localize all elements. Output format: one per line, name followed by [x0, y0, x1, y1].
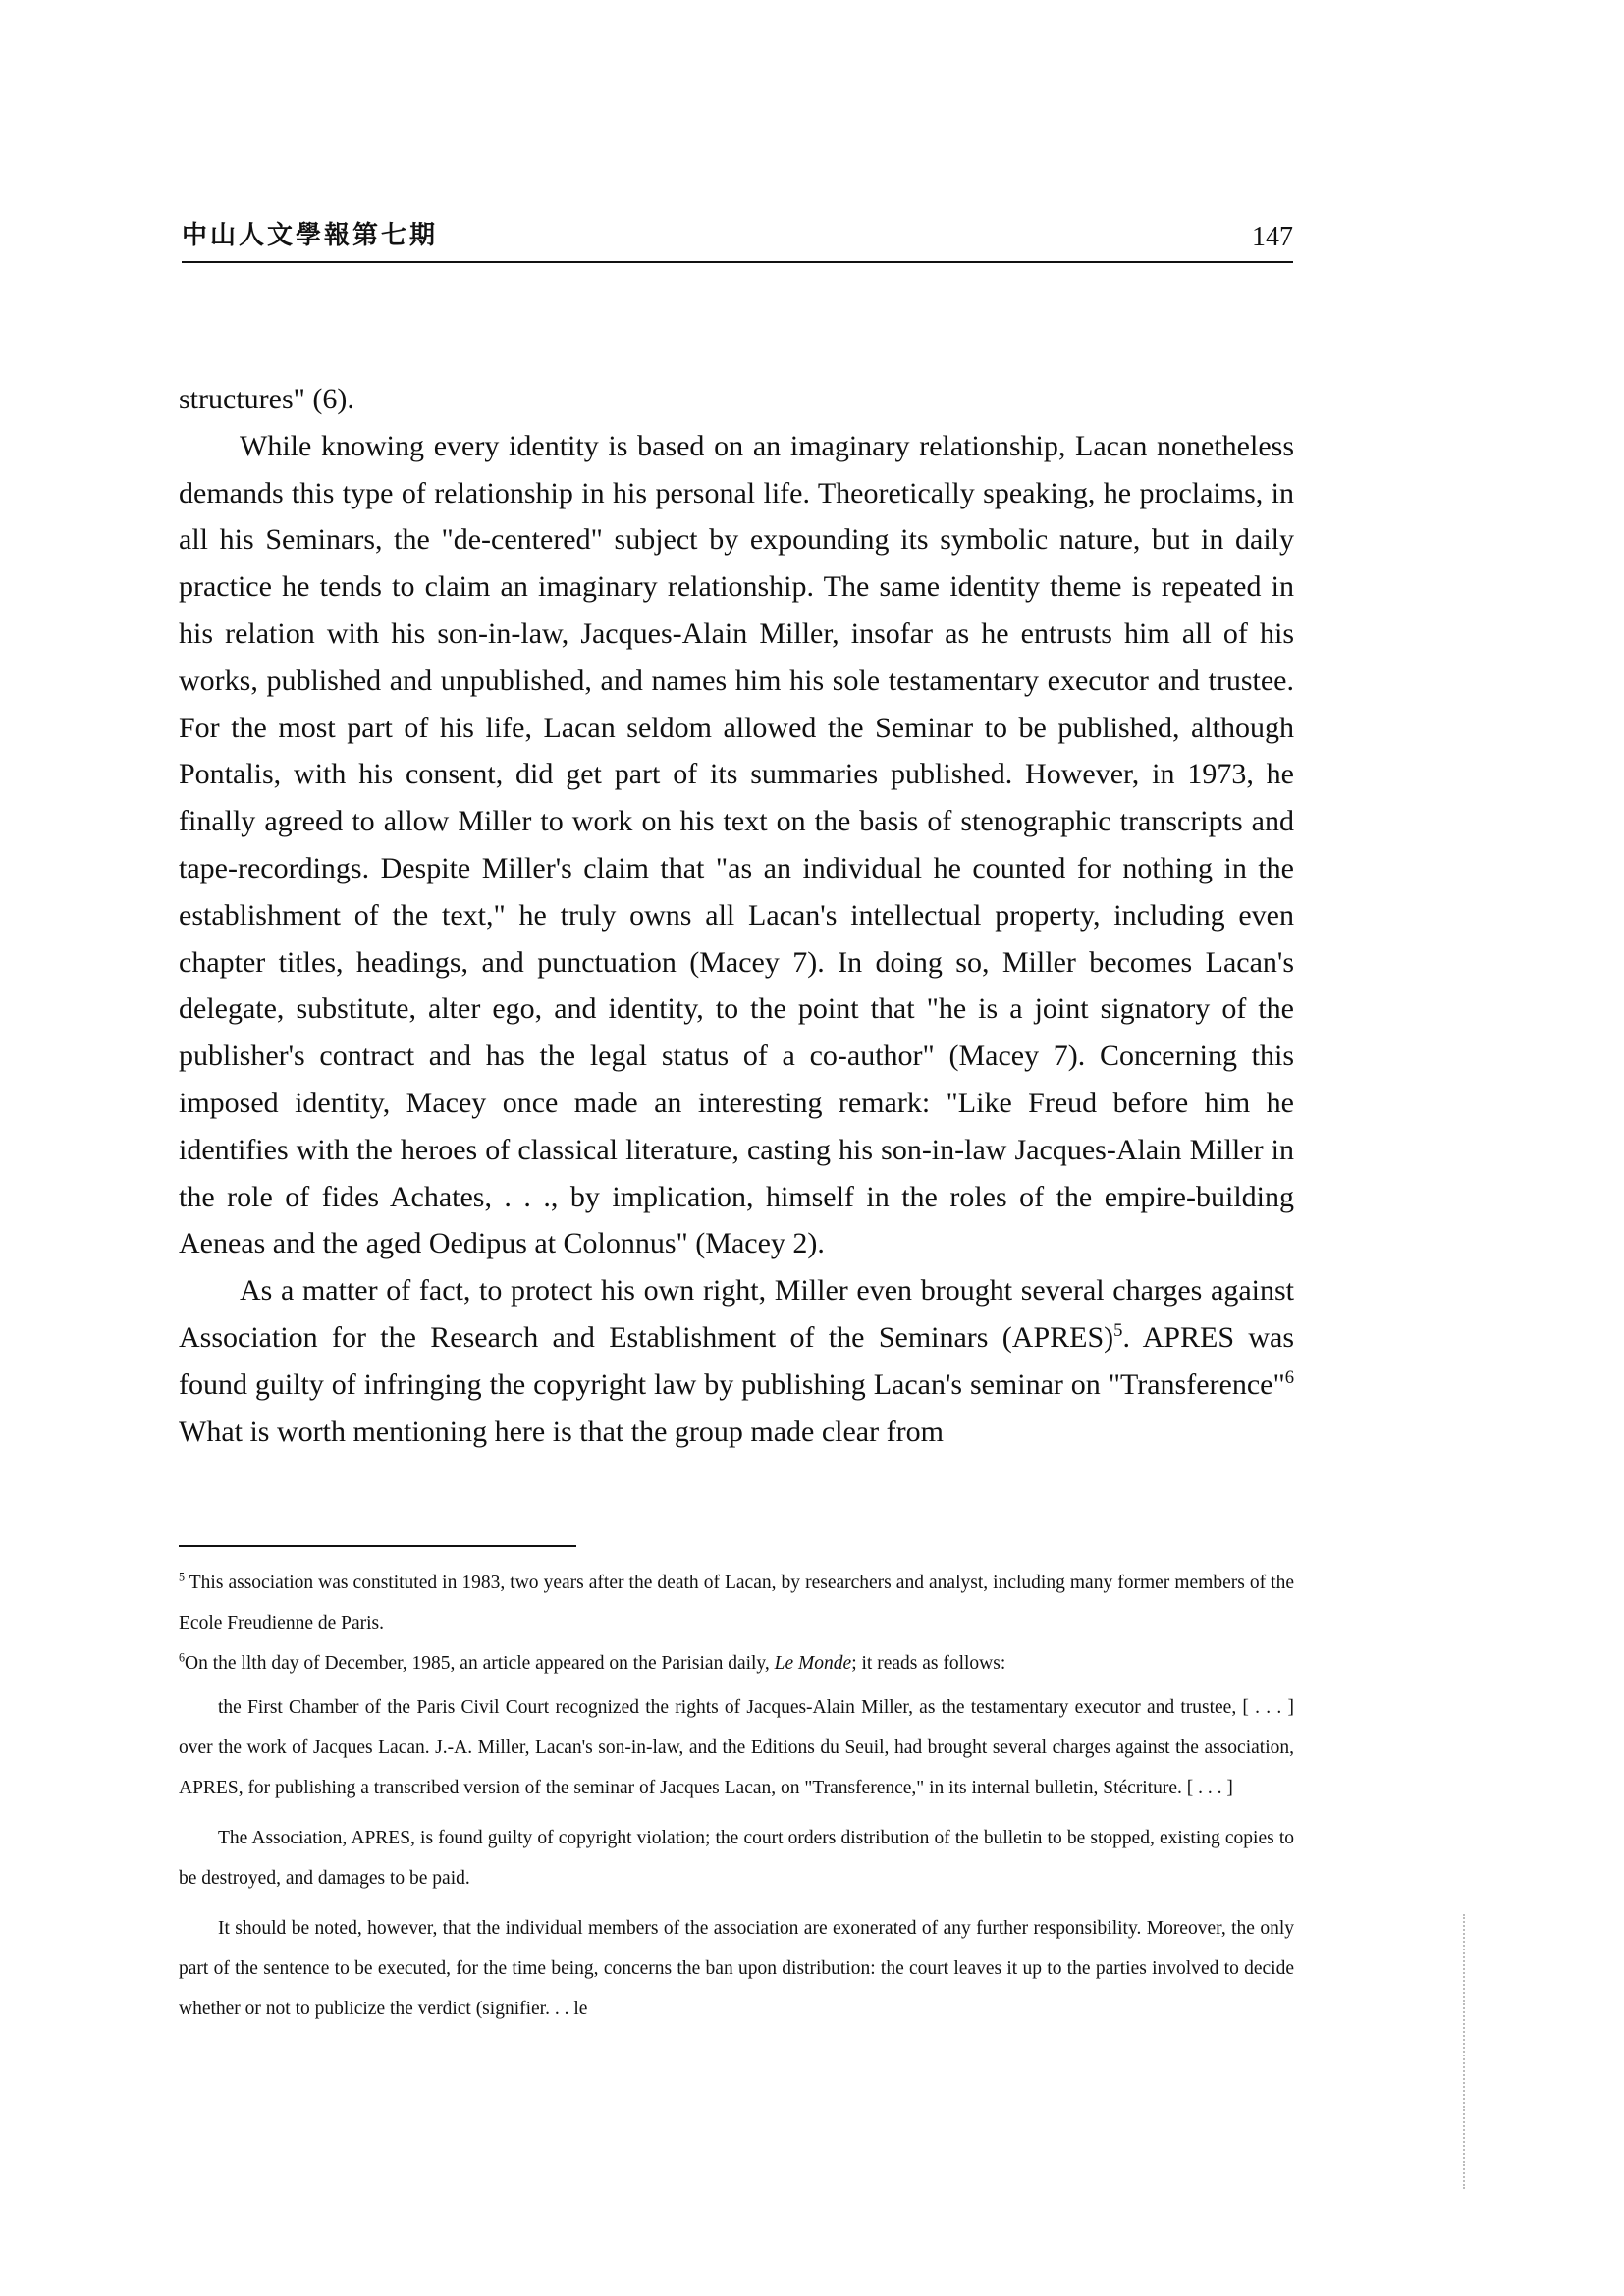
footnote-text: On the llth day of December, 1985, an article appeared on the Parisian daily, — [185, 1653, 775, 1674]
footnote-ref-6[interactable]: 6 — [1284, 1366, 1294, 1388]
newspaper-title: Le Monde — [774, 1653, 852, 1674]
footnote-quote: The Association, APRES, is found guilty of copyright violation; the court orders distribution of the bulletin to be stopped, existing copies to be destroyed, and damages to be paid. — [179, 1828, 1294, 1889]
footnote-ref-5[interactable]: 5 — [1113, 1319, 1123, 1341]
running-header — [182, 214, 1293, 263]
paragraph-lacan-identity: While knowing every identity is based on an imaginary relationship, Lacan nonetheless demands this type of relationship in his personal life. Theoretically speaking, he proclaims, in all his Seminars, the "de-centered" subject by expounding its symbolic nature, but in daily practice he tends to claim an imaginary relationship. The same identity theme is repeated in his relation with his son-in-law, Jacques-Alain Miller, insofar as he entrusts him all of his works, published and unpublished, and names him his sole testamentary executor and trustee. For the most part of his life, Lacan seldom allowed the Seminar to be published, although Pontalis, with his consent, did get part of its summaries published. However, in 1973, he finally agreed to allow Miller to work on his text on the basis of stenographic transcripts and tape-recordings. Despite Miller's claim that "as an individual he counted for nothing in the establishment of the text," he truly owns all Lacan's intellectual property, including even chapter titles, headings, and punctuation (Macey 7). In doing so, Miller becomes Lacan's delegate, substitute, alter ego, and identity, to the point that "he is a joint signatory of the publisher's contract and has the legal status of a co-author" (Macey 7). Concerning this imposed identity, Macey once made an interesting remark: "Like Freud before him he identifies with the heroes of classical literature, casting his son-in-law Jacques-Alain Miller in the role of fides Achates, . . ., by implication, himself in the roles of the empire-building Aeneas and the aged Oedipus at Colonnus" (Macey 2). — [179, 429, 1294, 1260]
footnote-quote: the First Chamber of the Paris Civil Court recognized the rights of Jacques-Alain Miller, as the testamentary executor and trustee, [ . . . ] over the work of Jacques Lacan. J.-A. Miller, Lacan's son-in-law, and the Editions du Seuil, had brought several charges against the association, APRES, for publishing a transcribed version of the seminar of Jacques Lacan, on "Transference," in its internal bulletin, Stécriture. [ . . . ] — [179, 1697, 1294, 1798]
paragraph-continuation: structures" (6). — [179, 383, 354, 415]
paragraph-apres-charges — [179, 1267, 1294, 1455]
footnotes — [179, 1563, 1294, 2029]
page-number: 147 — [1252, 222, 1293, 252]
footnote-5 — [179, 1563, 1294, 1643]
footnote-marker: 5 — [179, 1570, 186, 1584]
footnote-separator — [179, 1545, 576, 1547]
paragraph-text: As a matter of fact, to protect his own right, Miller even brought several charges against Association for the Research and Establishment of the Seminars (APRES) — [179, 1274, 1294, 1354]
footnote-6 — [179, 1643, 1294, 1683]
scan-edge-mark — [1463, 1914, 1465, 2189]
paragraph-text: . APRES was found guilty of infringing the copyright law by publishing Lacan's seminar on "Transference" — [179, 1320, 1295, 1401]
footnote-text: ; it reads as follows: — [851, 1653, 1006, 1674]
body-text — [179, 376, 1294, 1455]
footnote-text: This association was constituted in 1983, two years after the death of Lacan, by researchers and analyst, including many former members of the Ecole Freudienne de Paris. — [179, 1573, 1294, 1633]
footnote-marker: 6 — [179, 1650, 186, 1665]
footnote-quote: It should be noted, however, that the individual members of the association are exonerated of any further responsibility. Moreover, the only part of the sentence to be executed, for the time being, concerns the ban upon distribution: the court leaves it up to the parties involved to decide whether or not to publicize the verdict (signifier. . . le — [179, 1918, 1294, 2019]
paragraph-text: What is worth mentioning here is that the group made clear from — [179, 1415, 944, 1448]
journal-title: 中山人文學報第七期 — [182, 221, 439, 250]
